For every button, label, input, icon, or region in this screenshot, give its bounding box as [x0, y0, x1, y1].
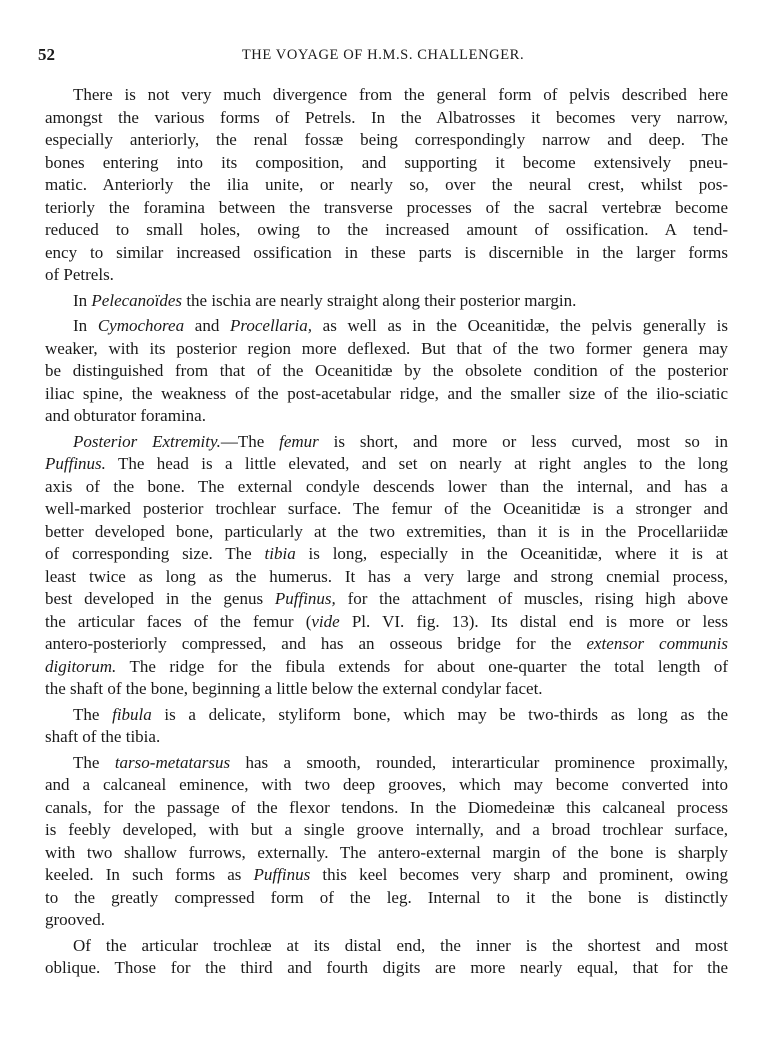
text-line — [45, 197, 728, 220]
text-run: matic. Anteriorly the ilia unite, or nearly so, over the neural crest, whilst pos- — [45, 175, 728, 194]
text-run: The — [73, 704, 113, 724]
text-line — [45, 633, 728, 656]
text-run: iliac spine, the weakness of the post-acetabular ridge, and the smaller size of the ilio-sciatic — [45, 383, 728, 403]
text-line — [45, 774, 728, 797]
text-run: and obturator foramina. — [45, 406, 206, 425]
text-run: the articular faces of the femur ( — [45, 611, 312, 631]
text-line — [45, 842, 728, 865]
text-run: oblique. Those for the third and fourth digits are more nearly equal, that for the — [45, 958, 728, 977]
text-line — [45, 264, 728, 287]
text-run: as well as in the Oceanitidæ, the pelvis generally is — [312, 316, 728, 335]
text-run: There is not very much divergence from the general form of pelvis described here — [73, 85, 728, 104]
text-line — [45, 611, 728, 634]
text-line — [45, 242, 728, 265]
text-run: teriorly the foramina between the transverse processes of the sacral vertebræ become — [45, 197, 728, 217]
text-line — [45, 360, 728, 383]
text-line — [45, 315, 728, 338]
text-run: and — [184, 316, 230, 335]
text-run: of corresponding size. The — [45, 544, 265, 563]
text-run: best developed in the genus — [45, 589, 275, 608]
text-line — [45, 887, 728, 910]
running-header — [38, 45, 728, 67]
italic-text: extensor communis — [586, 634, 728, 653]
text-line — [45, 588, 728, 611]
text-line — [45, 219, 728, 242]
text-line — [45, 84, 728, 107]
text-line — [45, 797, 728, 820]
text-line — [45, 543, 728, 566]
paragraph — [45, 431, 728, 701]
text-run: is long, especially in the Oceanitidæ, where it is at — [295, 544, 728, 563]
text-line — [45, 290, 728, 313]
body-text — [45, 84, 728, 983]
text-run: The ridge for the fibula extends for about one-quarter the total length of — [116, 656, 728, 676]
text-run: better developed bone, particularly at the two extremities, than it is in the Procellariidæ — [45, 521, 728, 541]
paragraph — [45, 752, 728, 932]
text-run: ency to similar increased ossification in these parts is discernible in the larger forms — [45, 242, 728, 262]
text-run: and a calcaneal eminence, with two deep grooves, which may become converted into — [45, 775, 728, 794]
text-line — [45, 431, 728, 454]
text-line — [45, 338, 728, 361]
italic-text: femur — [279, 431, 319, 451]
text-run: In — [73, 290, 92, 310]
text-run: antero-posteriorly compressed, and has an osseous bridge for the — [45, 634, 587, 653]
italic-text: Procellaria, — [230, 316, 312, 335]
text-line — [45, 726, 728, 749]
text-line — [45, 453, 728, 476]
text-line — [45, 656, 728, 679]
text-run: especially anteriorly, the renal fossæ being correspondingly narrow and deep. The — [45, 130, 728, 149]
paragraph — [45, 84, 728, 287]
italic-text: tarso-metatarsus — [114, 752, 231, 772]
text-run: amongst the various forms of Petrels. In the Albatrosses it becomes very narrow, — [45, 107, 728, 127]
text-run: this keel becomes very sharp and prominent, owing — [310, 865, 728, 884]
paragraph — [45, 315, 728, 428]
page-number: 52 — [38, 45, 55, 64]
text-run: bones entering into its composition, and supporting it become extensively pneu- — [45, 152, 728, 172]
text-run: In — [73, 316, 98, 335]
text-run: grooved. — [45, 910, 105, 929]
text-line — [45, 476, 728, 499]
text-line — [45, 521, 728, 544]
text-run: —The — [220, 431, 280, 451]
paragraph — [45, 935, 728, 980]
text-run: for the attachment of muscles, rising high above — [335, 589, 728, 608]
italic-text: fibula — [112, 704, 152, 724]
italic-text: digitorum. — [45, 656, 117, 676]
italic-text: vide — [311, 611, 340, 631]
text-line — [45, 909, 728, 932]
text-line — [45, 129, 728, 152]
text-run: has a smooth, rounded, interarticular prominence proximally, — [230, 752, 729, 772]
text-run: reduced to small holes, owing to the increased amount of ossification. A tend- — [45, 220, 728, 239]
text-run: least twice as long as the humerus. It has a very large and strong cnemial process, — [45, 566, 728, 586]
text-line — [45, 566, 728, 589]
text-line — [45, 678, 728, 701]
italic-text: Puffinus, — [274, 589, 336, 608]
text-line — [45, 864, 728, 887]
text-line — [45, 935, 728, 958]
italic-text: Puffinus — [253, 865, 311, 884]
text-run: keeled. In such forms as — [45, 865, 254, 884]
text-run: Pl. VI. fig. 13). Its distal end is more or less — [339, 611, 728, 631]
text-line — [45, 383, 728, 406]
text-line — [45, 957, 728, 980]
text-line — [45, 405, 728, 428]
running-title: THE VOYAGE OF H.M.S. CHALLENGER. — [241, 47, 525, 63]
text-run: is feebly developed, with but a single groove internally, and a broad trochlear surface, — [45, 820, 728, 839]
text-run: The — [73, 752, 115, 772]
text-run: to the greatly compressed form of the leg. Internal to it the bone is distinctly — [45, 887, 728, 907]
italic-text: Posterior Extremity. — [73, 431, 221, 451]
text-line — [45, 704, 728, 727]
italic-text: tibia — [264, 544, 296, 563]
text-run: canals, for the passage of the flexor tendons. In the Diomedeinæ this calcaneal process — [45, 797, 728, 817]
text-run: The head is a little elevated, and set on nearly at right angles to the long — [105, 454, 728, 473]
text-run: of Petrels. — [45, 265, 114, 284]
text-run: shaft of the tibia. — [45, 727, 161, 746]
text-run: is short, and more or less curved, most so in — [318, 431, 728, 451]
italic-text: Cymochorea — [97, 316, 185, 335]
text-run: axis of the bone. The external condyle descends lower than the internal, and has a — [45, 476, 728, 496]
italic-text: Pelecanoïdes — [91, 290, 183, 310]
text-line — [45, 819, 728, 842]
paragraph — [45, 290, 728, 313]
text-line — [45, 107, 728, 130]
text-run: is a delicate, styliform bone, which may be two-thirds as long as the — [151, 704, 728, 724]
text-line — [45, 152, 728, 175]
paragraph — [45, 704, 728, 749]
text-line — [45, 498, 728, 521]
text-run: the ischia are nearly straight along their posterior margin. — [182, 290, 577, 310]
text-run: well-marked posterior trochlear surface. The femur of the Oceanitidæ is a stronger and — [45, 499, 728, 518]
text-run: Of the articular trochleæ at its distal end, the inner is the shortest and most — [73, 935, 728, 955]
text-run: with two shallow furrows, externally. The antero-external margin of the bone is sharply — [45, 842, 728, 862]
italic-text: Puffinus. — [45, 454, 106, 473]
text-line — [45, 752, 728, 775]
text-run: be distinguished from that of the Oceanitidæ by the obsolete condition of the posterior — [45, 361, 728, 380]
text-line — [45, 174, 728, 197]
text-run: the shaft of the bone, beginning a little below the external condylar facet. — [45, 679, 543, 698]
text-run: weaker, with its posterior region more deflexed. But that of the two former genera may — [45, 338, 728, 358]
